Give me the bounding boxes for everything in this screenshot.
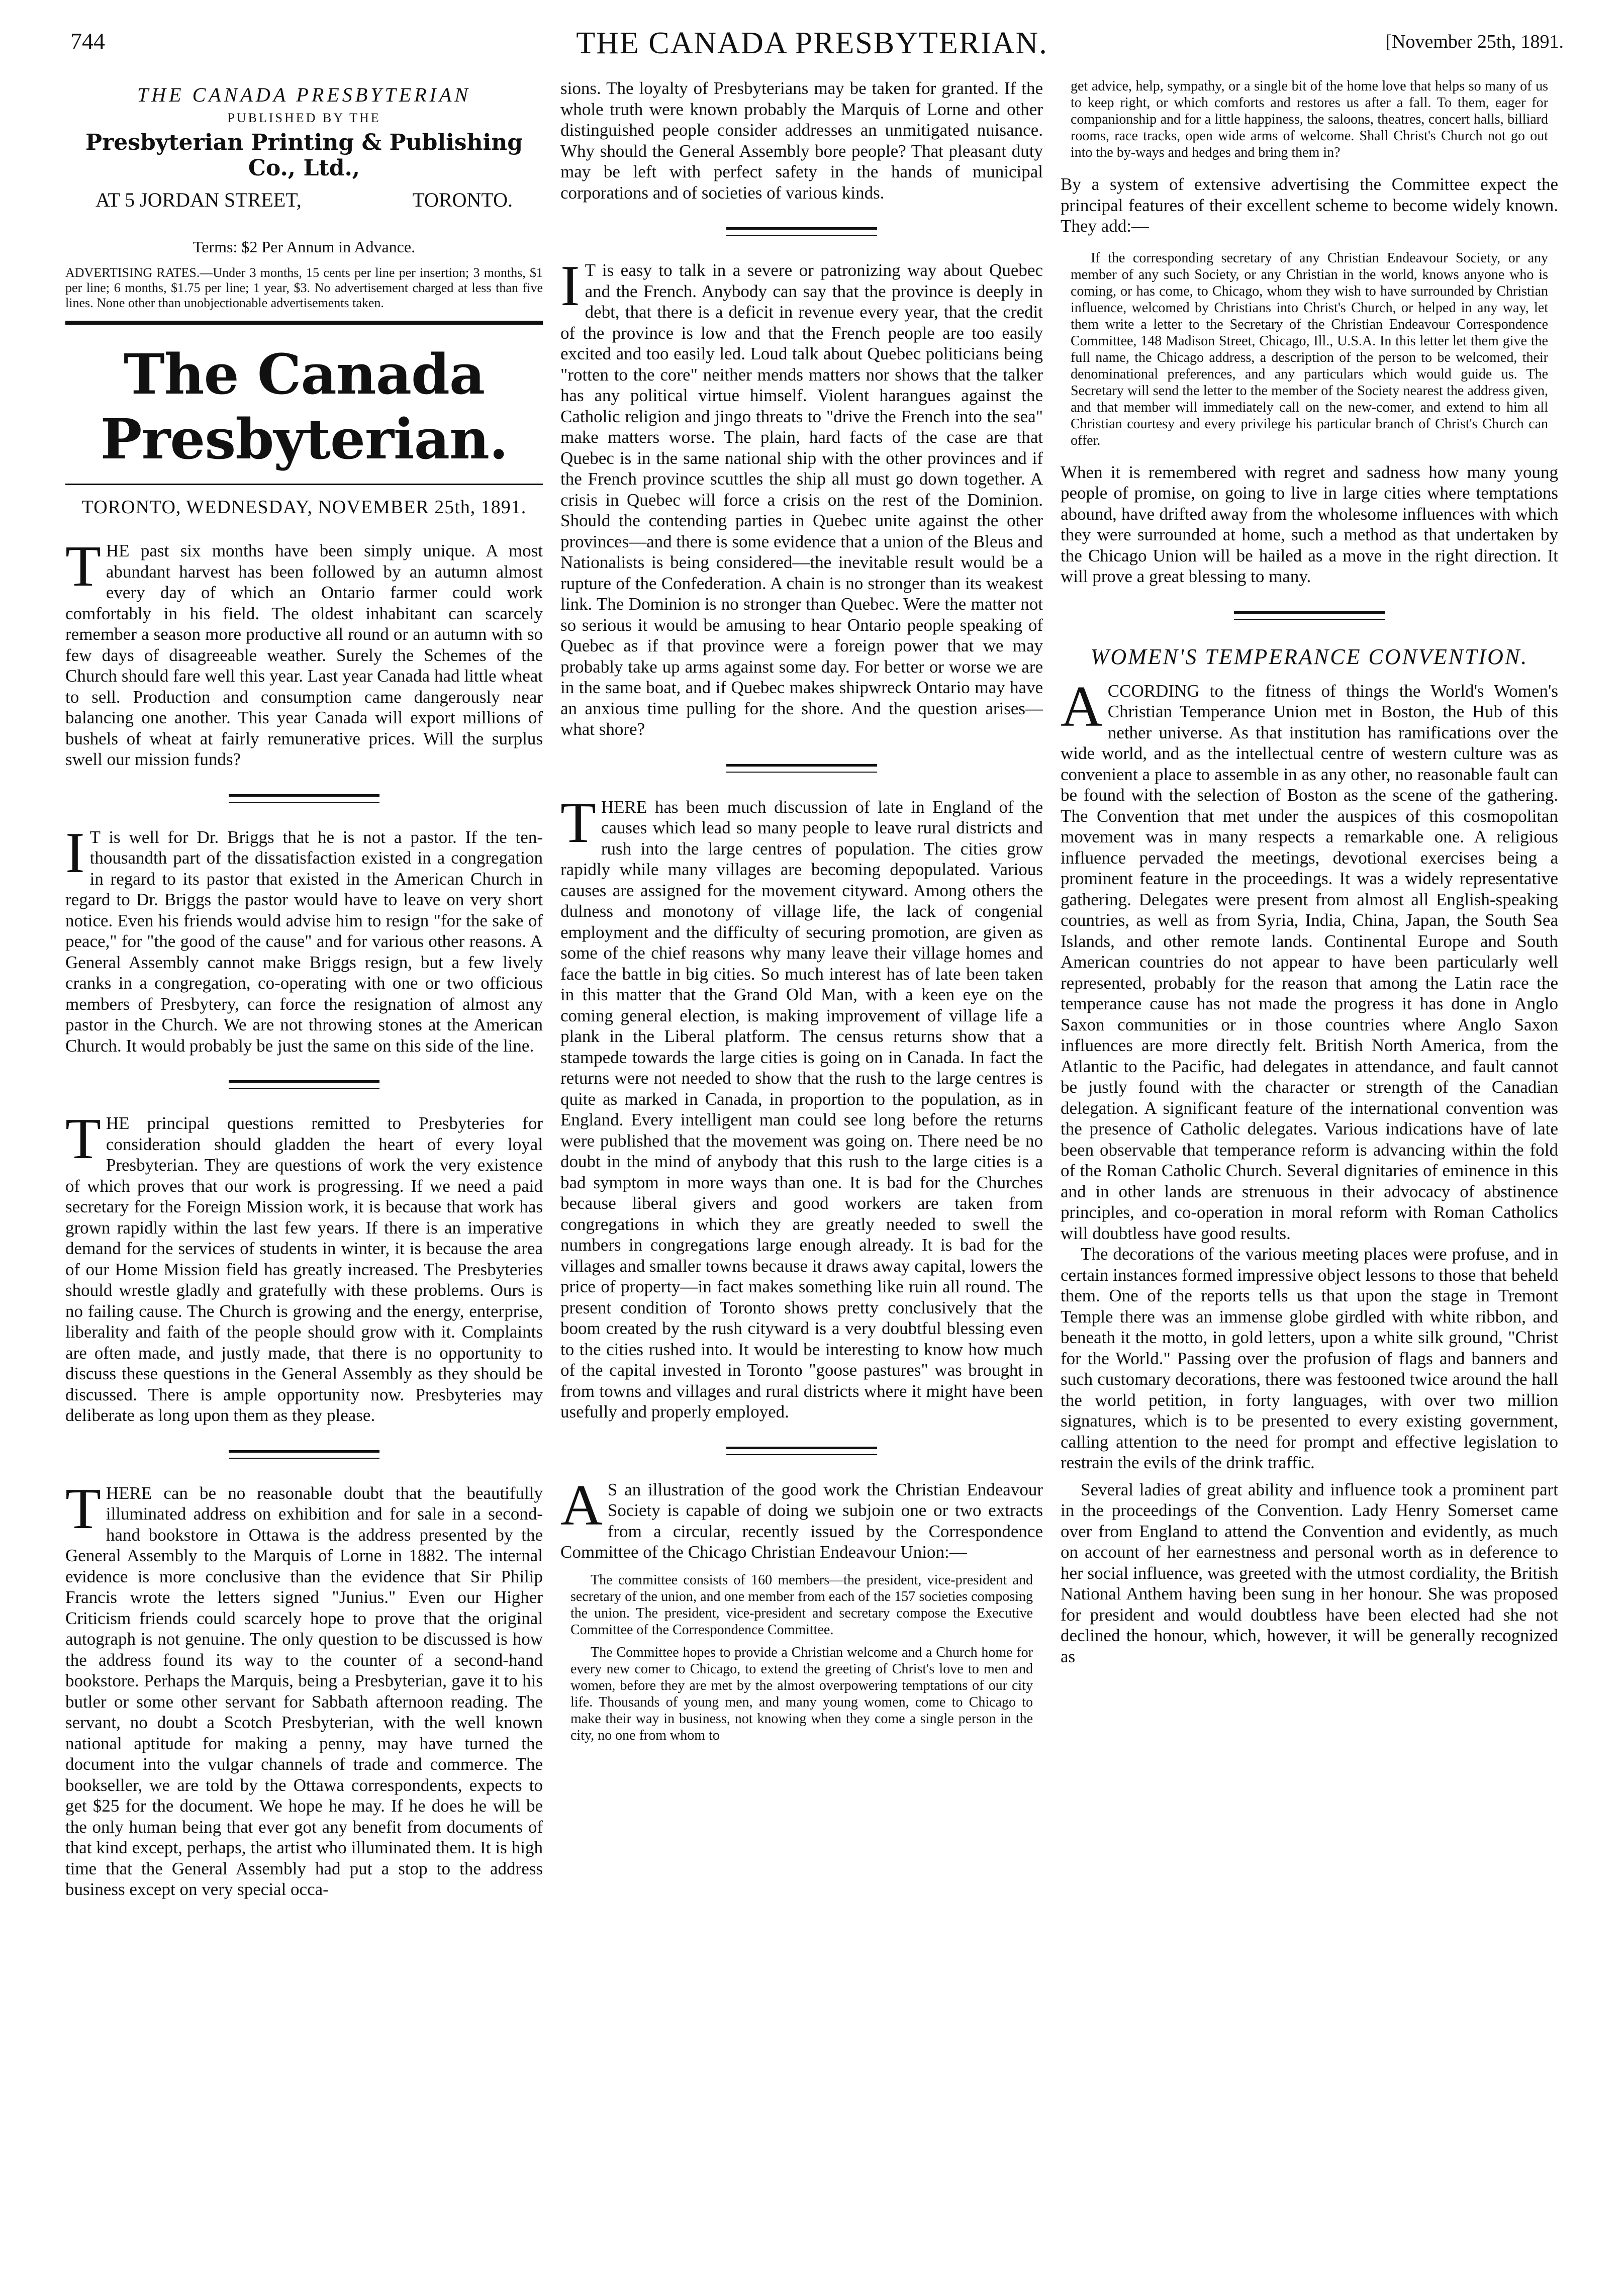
article-divider <box>229 1080 379 1089</box>
drop-cap: T <box>560 790 596 855</box>
drop-cap: I <box>560 254 580 318</box>
article-harvest: THE past six months have been simply unique. A most abundant harvest has been followed by an autumn almost every day of which an Ontario farmer could work comfortably in his field. The oldest inhabitant can scarcely remember a season more productive all round or an autumn with so few days of disagreeable weather. Surely the Schemes of the Church should fare well this year. Last year Canada had little wheat to sell. Production and consumption came dangerously near balancing one another. This year Canada will export millions of bushels of wheat at fairly remunerative prices. Will the surplus swell our mission funds? <box>65 534 543 769</box>
masthead-published: PUBLISHED BY THE <box>227 111 381 125</box>
article-rural-depopulation: THERE has been much discussion of late in England of the causes which lead so many people to leave rural districts and rush into the large centres of population. The cities grow rapidly while many villages are becoming depopulated. Various causes are assigned for the movement cityward. Among others the dulness and monotony of village life, the lack of congenial employment and the difficulty of securing promotion, are given as some of the chief reasons why many leave their village homes and face the battle in big cities. So much interest has of late been taken in this matter that the Grand Old Man, with a keen eye on the coming general election, is making improvement of village life a plank in the Liberal platform. The census returns show that a stampede towards the large cities is going on in Canada. In fact the returns were not needed to show that the rush to the large centres is quite as marked in Canada, in proportion to the population, as in England. Every intelligent man could see long before the returns were published that the movement was going on. There need be no doubt in the mind of anybody that this rush to the large cities is a bad symptom in more ways than one. It is bad for the Churches because liberal givers and good workers are taken from congregations in which they are greatly needed to swell the numbers in congregations large enough already. It is bad for the villages and smaller towns because it draws away capital, lowers the price of property—in fact makes something like ruin all round. The present condition of Toronto shows pretty conclusively that the boom created by the rush cityward is a very doubtful blessing even to the cities rushed into. It would be interesting to know how much of the capital invested in Toronto "goose pastures" was brought in from towns and villages and rural districts where it might have been usefully and properly employed. <box>560 790 1043 1422</box>
article-advertising-scheme: By a system of extensive advertising the Committee expect the principal features of their excellent scheme to become widely known. They add:— <box>1061 174 1558 236</box>
running-date: [November 25th, 1891. <box>1385 31 1564 52</box>
article-divider <box>726 227 877 236</box>
drop-cap: T <box>65 1107 101 1171</box>
running-header <box>0 28 1624 68</box>
running-title: THE CANADA PRESBYTERIAN. <box>576 26 1048 60</box>
drop-cap: T <box>65 534 101 599</box>
masthead-terms: Terms: $2 Per Annum in Advance. <box>193 238 416 256</box>
article-divider <box>1234 611 1385 620</box>
masthead-advertising-rates: ADVERTISING RATES.—Under 3 months, 15 cents per line per insertion; 3 months, $1 per line; 6 months, $1.75 per line; 1 year, $3. No advertisement charged at less than five lines. None other than unobjectionable advertisements taken. <box>65 265 543 310</box>
drop-cap: A <box>560 1473 603 1538</box>
article-briggs: I T is well for Dr. Briggs that he is not a pastor. If the ten-thousandth part of the dissatisfaction existed in a congregation in regard to its pastor that existed in the American Church in regard to Dr. Briggs the pastor would have to leave on very short notice. Even his friends would advise him to resign "for the sake of peace," for "the good of the cause" and for various other reasons. A General Assembly cannot make Briggs resign, but a few lively cranks in a congregation, co-operating with one or two officious members of Presbytery, can force the resignation of almost any pastor in the Church. We are not throwing stones at the American Church. It would probably be just the same on this side of the line. <box>65 820 543 1056</box>
article-young-people: When it is remembered with regret and sadness how many young people of promise, on going to live in large cities where temptations abound, have drifted away from the wholesome influences with which they were surrounded at home, such a method as that undertaken by the Chicago Union will be hailed as a move in the right direction. It will prove a great blessing to many. <box>1061 462 1558 586</box>
masthead-address: AT 5 JORDAN STREET, <box>95 188 302 211</box>
column-3 <box>1061 78 1558 2260</box>
column-1 <box>65 78 543 2260</box>
banner-rule <box>65 484 543 485</box>
page-number: 744 <box>70 28 105 54</box>
masthead-rule <box>65 321 543 325</box>
newspaper-banner: The Canada Presbyterian. <box>100 342 508 471</box>
article-divider <box>229 1450 379 1459</box>
column-2 <box>560 78 1043 2260</box>
circular-extract-committee: The committee consists of 160 members—the president, vice-president and secretary of the union, and one member from each of the 157 societies composing the union. The president, vice-president and secretary compose the Executive Committee of the Correspondence Committee. <box>570 1572 1033 1638</box>
dateline: TORONTO, WEDNESDAY, NOVEMBER 25th, 1891. <box>81 497 527 518</box>
article-divider <box>229 794 379 803</box>
masthead-city: TORONTO. <box>412 188 513 211</box>
drop-cap: A <box>1061 674 1103 739</box>
article-divider <box>726 1447 877 1455</box>
article-presbyteries: THE principal questions remitted to Presbyteries for consideration should gladden the heart of every loyal Presbyterian. They are questions of work the very existence of which proves that our work is progressing. If we need a paid secretary for the Foreign Mission work, it is because that work has grown rapidly within the last few years. If there is an imperative demand for the services of students in winter, it is because the area of our Home Mission field has greatly increased. The Presbyteries should wrestle gladly and gratefully with these problems. Ours is no failing cause. The Church is growing and the energy, enterprise, liberality and faith of the people should grow with it. Complaints are often made, and justly made, that there is no opportunity to discuss these questions in the General Assembly as they should be discussed. There is ample opportunity now. Presbyteries may deliberate as long upon them as they please. <box>65 1107 543 1425</box>
masthead-title: THE CANADA PRESBYTERIAN <box>137 83 471 106</box>
circular-extract-welcome: The Committee hopes to provide a Christian welcome and a Church home for every new comer to Chicago, to extend the greeting of Christ's love to men and women, before they are met by the almost overpowering temptations of our city life. Thousands of young men, and many young women, come to Chicago to make their way in business, not knowing when they come a single person in the city, no one from whom to <box>570 1644 1033 1743</box>
article-temperance-ladies: Several ladies of great ability and influence took a prominent part in the proceedings of the Convention. Lady Henry Somerset came over from England to attend the Convention and evidently, as much on account of her earnestness and personal worth as in deference to her social influence, was greeted with the utmost cordiality, the British National Anthem having been sung in her honour. She was proposed for president and would doubtless have been elected had she not declined the honour, which, however, it will be generally recognized as <box>1061 1479 1558 1666</box>
article-temperance-boston: ACCORDING to the fitness of things the World's Women's Christian Temperance Union met in Boston, the Hub of this nether universe. As that institution has ramifications over the wide world, and as the intellectual centre of western culture was as convenient a place to assemble in as any other, no reasonable fault can be found with the selection of Boston as the scene of the gathering. The Convention that met under the auspices of this cosmopolitan movement was in many respects a remarkable one. A religious influence pervaded the meetings, devotional exercises being a prominent feature in the proceedings. It was a widely representative gathering. Delegates were present from almost all English-speaking countries, as well as from Syria, India, China, Japan, the South Sea Islands, and other remote lands. Continental Europe and South American countries do not appear to have been particularly well represented, probably for the reason that among the Latin race the temperance cause has not made the progress it has done in Anglo Saxon communities or in those countries where Anglo Saxon influences are more directly felt. British North America, from the Atlantic to the Pacific, had delegates in attendance, and fault cannot be justly found with the character or strength of the Canadian delegation. A significant feature of the international convention was the presence of Catholic delegates. Various indications have of late been observable that temperance reform is advancing within the fold of the Roman Catholic Church. Several dignitaries of eminence in this and in other lands are strenuous in their advocacy of abstinence principles, and co-operation in moral reform with Roman Catholics will doubtless have good results. <box>1061 674 1558 1243</box>
article-christian-endeavour: A S an illustration of the good work the Christian Endeavour Society is capable of doing we subjoin one or two extracts from a circular, recently issued by the Correspondence Committee of the Chicago Christian Endeavour Union:— <box>560 1473 1043 1562</box>
section-heading-temperance: WOMEN'S TEMPERANCE CONVENTION. <box>1090 644 1529 669</box>
drop-cap: I <box>65 820 85 885</box>
masthead-publisher: Presbyterian Printing & Publishing Co., Ltd., <box>85 130 523 181</box>
article-lorne-address: THERE can be no reasonable doubt that the beautifully illuminated address on exhibition and for sale in a second-hand bookstore in Ottawa is the address presented by the General Assembly to the Marquis of Lorne in 1882. The internal evidence is more conclusive than the evidence that Sir Philip Francis wrote the letters signed "Junius." Even our Higher Criticism friends could scarcely hope to prove that the original autograph is not genuine. The only question to be discussed is how the address found its way to the counter of a second-hand bookstore. Perhaps the Marquis, being a Presbyterian, gave it to his butler or some other servant for Sabbath afternoon reading. The servant, no doubt a Scotch Presbyterian, with the well known national aptitude for making a penny, may have turned the document into the vulgar channels of trade and commerce. The bookseller, we are told by the Ottawa correspondents, expects to get $25 for the document. We hope he may. If he does he will be the only human being that ever got any benefit from documents of that kind except, perhaps, the artist who illuminated them. It is high time that the General Assembly had put a stop to the address business except on very special occa- <box>65 1476 543 1899</box>
article-temperance-decorations: The decorations of the various meeting places were profuse, and in certain instances formed impressive object lessons to those that beheld them. One of the reports tells us that upon the stage in Tremont Temple there was an immense globe girdled with white ribbon, and beneath it the motto, in gold letters, upon a white silk ground, "Christ for the World." Passing over the profusion of flags and banners and such customary decorations, there was festooned twice around the hall the world petition, in forty languages, with over two million signatures, which is to be presented to every existing government, calling attention to the need for prompt and effective legislation to restrain the evils of the drink traffic. <box>1061 1244 1558 1472</box>
circular-extract-secretary: If the corresponding secretary of any Christian Endeavour Society, or any member of any such Society, or any Christian in the world, knows anyone who is coming, or has come, to Chicago, whom they wish to have surrounded by Christian influence, welcomed by Christians into Christ's Church, or helped in any way, let them write a letter to the Secretary of the Christian Endeavour Correspondence Committee, 148 Madison Street, Chicago, Ill., U.S.A. In this letter let them give the full name, the Chicago address, a description of the person to be welcomed, their denominational preferences, and any particulars which would guide us. The Secretary will send the letter to the member of the Society nearest the address given, and that member will immediately call on the new-comer, and extend to him all Christian courtesy and every privilege his particular branch of Christ's Church can offer. <box>1071 250 1548 448</box>
masthead-address-line <box>95 188 513 212</box>
article-lorne-address-cont: sions. The loyalty of Presbyterians may be taken for granted. If the whole truth were known probably the Marquis of Lorne and other distinguished people consider addresses an unmitigated nuisance. Why should the General Assembly bore people? That pleasant duty may be left with perfect safety in the hands of municipal corporations and of societies of various kinds. <box>560 78 1043 203</box>
article-quebec: I T is easy to talk in a severe or patronizing way about Quebec and the French. Anybody can say that the province is deeply in debt, that there is a deficit in revenue every year, that the credit of the province is low and that the French people are too easily excited and too easily led. Loud talk about Quebec politicians being "rotten to the core" neither mends matters nor shows that the talker has any political virtue himself. Violent harangues against the Catholic religion and jingo threats to "drive the French into the sea" make matters worse. The plain, hard facts of the case are that Quebec is in the same national ship with the other provinces and if the French province scuttles the ship all must go down together. A crisis in Quebec will force a crisis on the rest of the Dominion. Should the contending parties in Quebec unite against the other provinces—and there is some evidence that a union of the Bleus and Nationalists is being considered—the inevitable result would be a rupture of the Confederation. A chain is no stronger than its weakest link. The Dominion is no stronger than Quebec. Were the matter not so serious it would be amusing to hear Ontario people speaking of Quebec as if that province were a foreign power that we may probably take up arms against some day. For better or worse we are in the same boat, and if Quebec makes shipwreck Ontario may have an anxious time pulling for the shore. And the question arises—what shore? <box>560 254 1043 739</box>
drop-cap: T <box>65 1476 101 1541</box>
article-divider <box>726 764 877 773</box>
circular-extract-welcome-cont: get advice, help, sympathy, or a single bit of the home love that helps so many of us to keep right, or which comforts and restores us after a fall. To them, eager for companionship and for a little happiness, the saloons, theatres, concert halls, billiard rooms, race tracks, open wide arms of welcome. Shall Christ's Church not go out into the by-ways and hedges and bring them in? <box>1071 78 1548 160</box>
